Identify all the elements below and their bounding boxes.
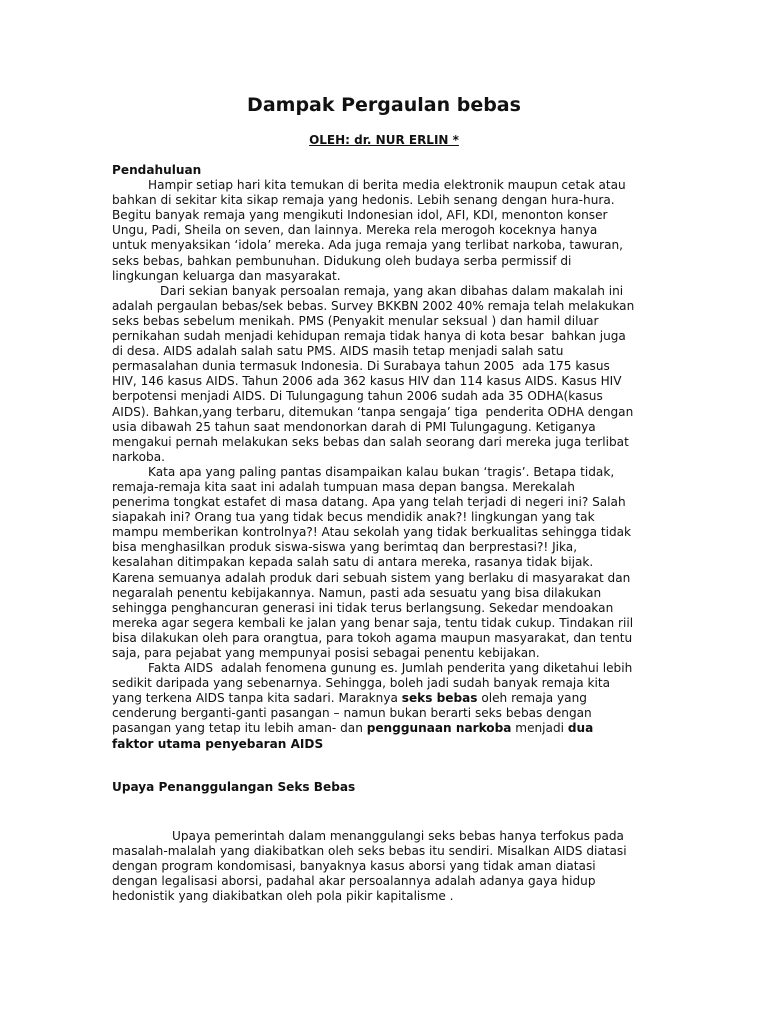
document-author — [0, 133, 768, 148]
text-run: oleh remaja yang — [477, 691, 587, 706]
paragraph-line: sehingga penghancuran generasi ini tidak terus berlangsung. Sekedar mendoakan — [112, 600, 614, 615]
paragraph-line: masalah-malalah yang diakibatkan oleh seks bebas itu sendiri. Misalkan AIDS diatasi — [112, 844, 627, 859]
paragraph-line: HIV, 146 kasus AIDS. Tahun 2006 ada 362 kasus HIV dan 114 kasus AIDS. Kasus HIV — [112, 374, 622, 389]
paragraph-line: pernikahan sudah menjadi kehidupan remaja tidak hanya di kota besar bahkan juga — [112, 329, 626, 344]
paragraph-line: saja, para pejabat yang mempunyai posisi sebagai penentu kebijakan. — [112, 646, 540, 660]
paragraph-line: cenderung berganti-ganti pasangan – namun bukan berarti seks bebas dengan — [112, 706, 592, 721]
paragraph-line: seks bebas, bahkan pembunuhan. Didukung oleh budaya serba permissif di — [112, 253, 572, 268]
paragraph-line: bisa dilakukan oleh para orangtua, para tokoh agama maupun masyarakat, dan tentu — [112, 630, 633, 645]
paragraph-line: Kata apa yang paling pantas disampaikan kalau bukan ‘tragis’. Betapa tidak, — [148, 464, 615, 479]
paragraph-line: hedonistik yang diakibatkan oleh pola pikir kapitalisme . — [112, 889, 454, 904]
paragraph-line: mampu memberikan kontrolnya?! Atau sekolah yang tidak berkualitas sehingga tidak — [112, 525, 632, 540]
paragraph-line: dengan program kondomisasi, banyaknya kasus aborsi yang tidak aman diatasi — [112, 859, 596, 874]
section-heading: Upaya Penanggulangan Seks Bebas — [112, 780, 356, 794]
paragraph-line: bahkan di sekitar kita sikap remaja yang hedonis. Lebih senang dengan hura-hura. — [112, 193, 615, 208]
paragraph-line: di desa. AIDS adalah salah satu PMS. AIDS masih tetap menjadi salah satu — [112, 344, 564, 359]
paragraph-line: Hampir setiap hari kita temukan di berita media elektronik maupun cetak atau — [148, 178, 626, 193]
author-line: OLEH: dr. NUR ERLIN * — [309, 133, 459, 147]
paragraph-line: Fakta AIDS adalah fenomena gunung es. Jumlah penderita yang diketahui lebih — [148, 661, 633, 676]
paragraph-line: lingkungan keluarga dan masyarakat. — [112, 268, 341, 283]
paragraph-line: sedikit daripada yang sebenarnya. Sehingga, boleh jadi sudah banyak remaja kita — [112, 676, 611, 691]
paragraph-line: berpotensi menjadi AIDS. Di Tulungagung tahun 2006 sudah ada 35 ODHA(kasus — [112, 389, 603, 404]
section-introduction — [112, 163, 672, 752]
paragraph-line: dengan legalisasi aborsi, padahal akar persoalannya adalah adanya gaya hidup — [112, 874, 596, 889]
paragraph-line — [112, 721, 672, 736]
paragraph-line: Upaya pemerintah dalam menanggulangi seks bebas hanya terfokus pada — [172, 829, 624, 843]
paragraph-line: Dari sekian banyak persoalan remaja, yang akan dibahas dalam makalah ini — [160, 283, 624, 298]
section-countermeasures — [112, 829, 672, 904]
bold-text-run: penggunaan narkoba — [366, 721, 512, 736]
paragraph-line: AIDS). Bahkan,yang terbaru, ditemukan ‘tanpa sengaja’ tiga penderita ODHA dengan — [112, 404, 634, 419]
paragraph-line: untuk menyaksikan ‘idola’ mereka. Ada juga remaja yang terlibat narkoba, tawuran, — [112, 238, 624, 253]
bold-text-run: faktor utama penyebaran AIDS — [112, 736, 324, 751]
paragraph-line: penerima tongkat estafet di masa datang. Apa yang telah terjadi di negeri ini? Salah — [112, 495, 626, 510]
paragraph-line: mengakui pernah melakukan seks bebas dan salah seorang dari mereka juga terlibat — [112, 434, 629, 449]
paragraph-line: bisa menghasilkan produk siswa-siswa yang berimtaq dan berprestasi?! Jika, — [112, 540, 578, 555]
paragraph-line: narkoba. — [112, 449, 165, 464]
document-title: Dampak Pergaulan bebas — [247, 94, 521, 116]
paragraph-line: usia dibawah 25 tahun saat mendonorkan darah di PMI Tulungagung. Ketiganya — [112, 419, 596, 434]
paragraph-line: permasalahan dunia termasuk Indonesia. Di Surabaya tahun 2005 ada 175 kasus — [112, 359, 610, 374]
paragraph-line: negaralah penentu kebijakannya. Namun, pasti ada sesuatu yang bisa dilakukan — [112, 585, 602, 600]
paragraph-line: adalah pergaulan bebas/sek bebas. Survey BKKBN 2002 40% remaja telah melakukan — [112, 298, 635, 313]
paragraph-line: siapakah ini? Orang tua yang tidak becus mendidik anak?! lingkungan yang tak — [112, 510, 595, 525]
text-run: menjadi — [511, 721, 568, 736]
text-run: pasangan yang tetap itu lebih aman- dan — [112, 721, 367, 736]
paragraph-line — [112, 691, 672, 706]
section-heading: Pendahuluan — [112, 163, 202, 177]
bold-text-run: seks bebas — [401, 691, 478, 706]
paragraph-line: Karena semuanya adalah produk dari sebuah sistem yang berlaku di masyarakat dan — [112, 570, 631, 585]
paragraph-line: mereka agar segera kembali ke jalan yang benar saja, tentu tidak cukup. Tindakan riil — [112, 615, 634, 630]
paragraph-line: remaja-remaja kita saat ini adalah tumpuan masa depan bangsa. Merekalah — [112, 479, 575, 494]
paragraph-line: Ungu, Padi, Sheila on seven, dan lainnya. Mereka rela merogoh koceknya hanya — [112, 223, 598, 238]
text-run: yang terkena AIDS tanpa kita sadari. Maraknya — [112, 691, 398, 706]
paragraph-line: Begitu banyak remaja yang mengikuti Indonesian idol, AFI, KDI, menonton konser — [112, 208, 608, 223]
bold-text-run: dua — [567, 721, 594, 736]
paragraph-line: kesalahan ditimpakan kepada salah satu di antara mereka, rasanya tidak bijak. — [112, 555, 594, 570]
paragraph-line: seks bebas sebelum menikah. PMS (Penyakit menular seksual ) dan hamil diluar — [112, 313, 599, 328]
